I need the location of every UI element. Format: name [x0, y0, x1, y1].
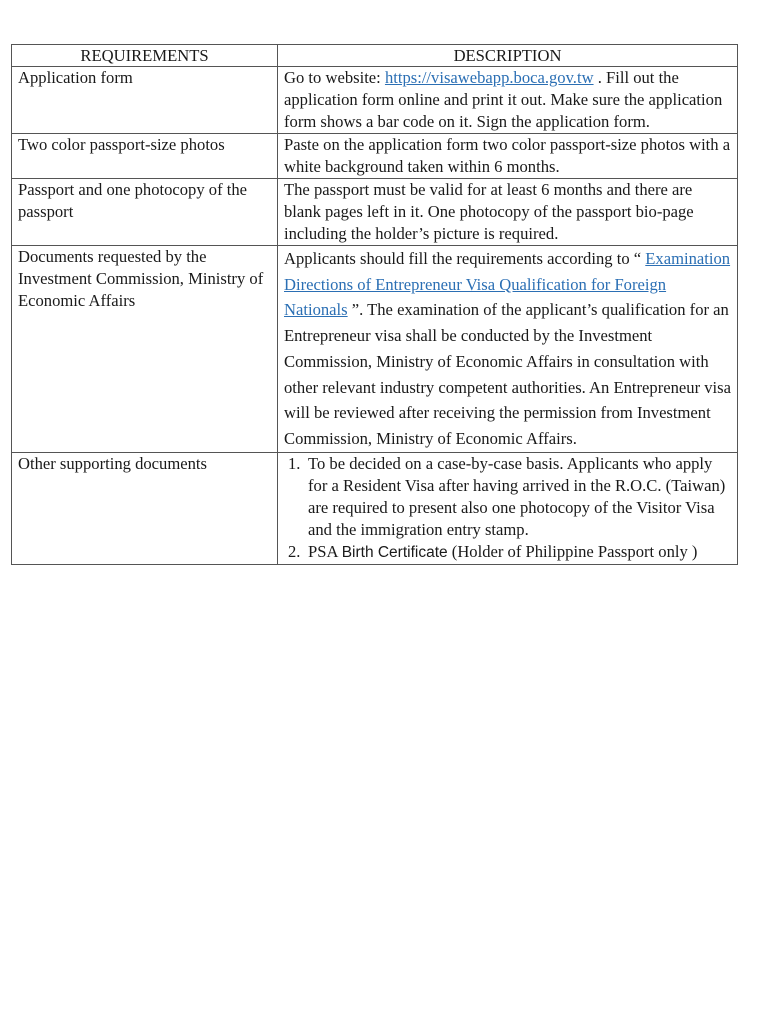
description-cell: The passport must be valid for at least 6 months and there are blank pages left in it. One photocopy of the passport bio-page including the holder’s picture is required. — [278, 179, 738, 246]
list-item-number: 1. — [288, 453, 301, 473]
list-item-text: To be decided on a case-by-case basis. Applicants who apply for a Resident Visa after having arrived in the R.O.C. (Taiwan) are required to present also one photocopy of the Visitor Visa and the immigration entry stamp. — [308, 453, 726, 539]
description-text: Go to website: — [284, 68, 385, 87]
table-row — [12, 67, 738, 134]
requirement-cell: Documents requested by the Investment Commission, Ministry of Economic Affairs — [12, 246, 278, 453]
visa-webapp-link[interactable]: https://visawebapp.boca.gov.tw — [384, 68, 594, 87]
table-row — [12, 246, 738, 453]
list-item-number: 2. — [288, 541, 301, 561]
examination-directions-link[interactable]: Examination Directions of Entrepreneur Visa Qualification for Foreign Nationals — [284, 249, 731, 320]
table-row — [12, 179, 738, 246]
description-text: Applicants should fill the requirements according to “ — [284, 249, 646, 268]
list-item-text: (Holder of Philippine Passport only ) — [447, 541, 698, 561]
description-text: ”. The examination of the applicant’s qualification for an Entrepreneur visa shall be conducted by the Investment Commission, Ministry of Economic Affairs in consultation with other relevant industry competent authorities. An Entrepreneur visa will be reviewed after receiving the permission from Investment Commission, Ministry of Economic Affairs. — [284, 300, 731, 448]
description-cell: Paste on the application form two color passport-size photos with a white background taken within 6 months. — [278, 134, 738, 179]
description-cell — [278, 67, 738, 134]
requirement-cell: Other supporting documents — [12, 452, 278, 564]
table-header-row — [12, 45, 738, 67]
requirements-table — [11, 44, 738, 565]
header-requirements: REQUIREMENTS — [12, 45, 278, 67]
table-row — [12, 134, 738, 179]
description-cell — [278, 452, 738, 564]
requirement-cell: Passport and one photocopy of the passport — [12, 179, 278, 246]
list-item — [288, 453, 731, 541]
header-description: DESCRIPTION — [278, 45, 738, 67]
requirement-cell: Two color passport-size photos — [12, 134, 278, 179]
table-row — [12, 452, 738, 564]
list-item — [288, 541, 731, 564]
description-text: . Fill out the application form online and print it out. Make sure the application form shows a bar code on it. Sign the application form. — [284, 68, 723, 131]
requirement-cell: Application form — [12, 67, 278, 134]
list-item-text: PSA — [308, 541, 342, 561]
list-item-text: Birth Certificate — [341, 543, 448, 561]
supporting-documents-list — [284, 453, 731, 564]
description-cell — [278, 246, 738, 453]
